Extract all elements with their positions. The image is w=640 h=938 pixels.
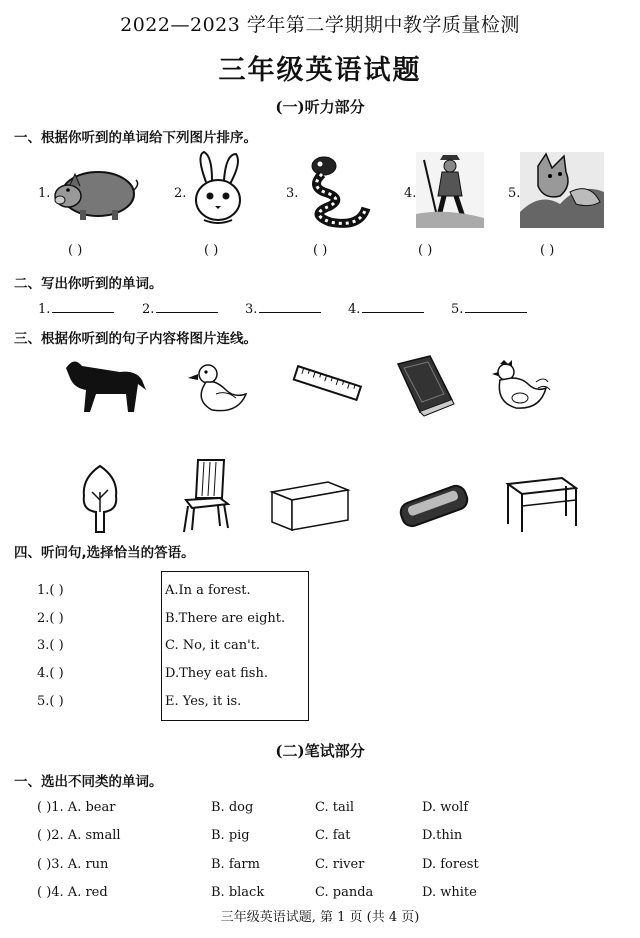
option-c: C. No, it can't. [165,638,261,653]
hen-picture[interactable] [486,358,552,416]
answer-paren-4[interactable]: 4.( ) [37,666,64,681]
pic-number-1: 1. [38,186,51,201]
pic-number-5: 5. [508,186,521,201]
choice-row-4-c: C. panda [315,885,374,900]
choice-row-1-c: C. tail [315,800,355,815]
choice-row-2-a[interactable]: ( )2. A. small [37,828,121,843]
answer-options-box [161,571,309,721]
paper-title: 三年级英语试题 [218,55,422,86]
tree-picture[interactable] [76,462,124,534]
snake-picture [300,152,374,228]
written-section-1-title: 一、选出不同类的单词。 [14,774,163,790]
listening-section-1-title: 一、根据你听到的单词给下列图片排序。 [14,130,257,146]
exam-title: 2022—2023 学年第二学期期中教学质量检测 [120,14,520,36]
page-footer: 三年级英语试题, 第 1 页 (共 4 页) [220,910,420,925]
choice-row-1-d: D. wolf [422,800,469,815]
listening-section-4-title: 四、听问句,选择恰当的答语。 [14,545,195,561]
pic-number-4: 4. [404,186,417,201]
choice-row-4-d: D. white [422,885,477,900]
choice-row-1-a[interactable]: ( )1. A. bear [37,800,116,815]
write-word-blank-2[interactable]: 2. [142,300,218,317]
choice-row-3-a[interactable]: ( )3. A. run [37,857,109,872]
option-a: A.In a forest. [165,583,251,598]
choice-row-4-a[interactable]: ( )4. A. red [37,885,108,900]
listening-part-title: (一)听力部分 [275,98,365,116]
write-word-blank-4[interactable]: 4. [348,300,424,317]
write-word-blank-5[interactable]: 5. [451,300,527,317]
choice-row-3-b: B. farm [211,857,260,872]
choice-row-3-d: D. forest [422,857,479,872]
write-word-blank-3[interactable]: 3. [245,300,321,317]
farmer-picture [416,152,484,228]
box-picture[interactable] [268,478,352,534]
answer-paren-1[interactable]: 1.( ) [37,583,64,598]
option-e: E. Yes, it is. [165,694,242,709]
answer-paren-3[interactable]: 3.( ) [37,638,64,653]
written-part-title: (二)笔试部分 [275,742,365,760]
choice-row-2-b: B. pig [211,828,250,843]
choice-row-2-c: C. fat [315,828,351,843]
choice-row-4-b: B. black [211,885,265,900]
chair-picture[interactable] [180,456,234,534]
option-d: D.They eat fish. [165,666,268,681]
desk-picture[interactable] [504,470,578,534]
order-paren-4[interactable]: ( ) [418,243,433,258]
rabbit-picture [186,150,250,228]
fox-picture [520,152,604,228]
listening-section-3-title: 三、根据你听到的句子内容将图片连线。 [14,331,257,347]
pig-picture [50,160,140,222]
order-paren-3[interactable]: ( ) [313,243,328,258]
choice-row-3-c: C. river [315,857,365,872]
answer-paren-2[interactable]: 2.( ) [37,611,64,626]
answer-paren-5[interactable]: 5.( ) [37,694,64,709]
pic-number-2: 2. [174,186,187,201]
order-paren-2[interactable]: ( ) [204,243,219,258]
order-paren-5[interactable]: ( ) [540,243,555,258]
book-picture[interactable] [394,354,456,418]
pencil-box-picture[interactable] [394,478,474,534]
listening-section-2-title: 二、写出你听到的单词。 [14,276,163,292]
duck-picture[interactable] [186,360,252,416]
order-paren-1[interactable]: ( ) [68,243,83,258]
ruler-picture[interactable] [290,362,364,406]
pic-number-3: 3. [286,186,299,201]
choice-row-2-d: D.thin [422,828,463,843]
write-word-blank-1[interactable]: 1. [38,300,114,317]
dog-picture[interactable] [60,354,148,416]
option-b: B.There are eight. [165,611,286,626]
choice-row-1-b: B. dog [211,800,254,815]
